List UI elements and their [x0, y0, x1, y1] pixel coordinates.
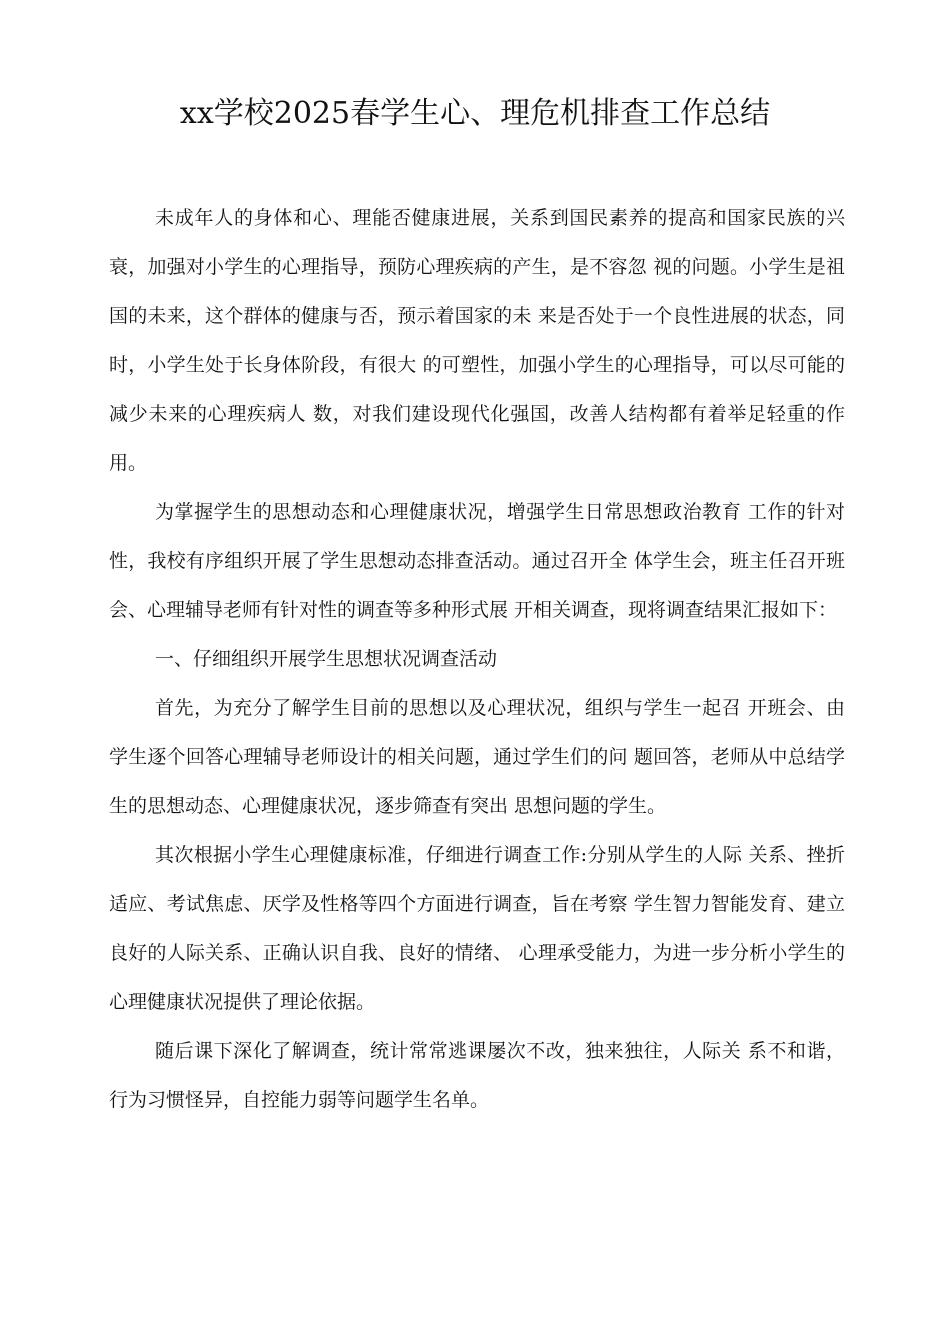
paragraph-intro: 未成年人的身体和心、理能否健康进展，关系到国民素养的提高和国家民族的兴衰，加强对小学生的心理指导，预防心理疾病的产生，是不容忽 视的问题。小学生是祖国的未来，这个群体的健康与否，预示着国家的未 来是否处于一个良性进展的状态，同时，小学生处于长身体阶段，有很大 的可塑性，加强小学生的心理指导，可以尽可能的减少未来的心理疾病人 数，对我们建设现代化强国，改善人结构都有着举足轻重的作用。	[109, 207, 845, 474]
paragraph-first-step: 首先，为充分了解学生目前的思想以及心理状况，组织与学生一起召 开班会、由学生逐个回答心理辅导老师设计的相关问题，通过学生们的问 题回答，老师从中总结学生的思想动态、心理健康状况，逐步筛查有突出 思想问题的学生。	[109, 697, 845, 817]
document-title: xx学校2025春学生心、理危机排查工作总结	[179, 96, 771, 131]
document-body	[109, 194, 845, 1125]
paragraph-second-step: 其次根据小学生心理健康标准，仔细进行调查工作:分别从学生的人际 关系、挫折适应、考试焦虑、厌学及性格等四个方面进行调查，旨在考察 学生智力智能发育、建立良好的人际关系、正确认识自我、良好的情绪、 心理承受能力，为进一步分析小学生的心理健康状况提供了理论依据。	[109, 844, 845, 1013]
paragraph-follow-up: 随后课下深化了解调查，统计常常逃课屡次不改，独来独往，人际关 系不和谐，行为习惯怪异，自控能力弱等问题学生名单。	[109, 1040, 845, 1111]
section-heading-1: 一、仔细组织开展学生思想状况调查活动	[155, 648, 498, 670]
paragraph-purpose: 为掌握学生的思想动态和心理健康状况，增强学生日常思想政治教育 工作的针对性，我校有序组织开展了学生思想动态排查活动。通过召开全 体学生会，班主任召开班会、心理辅导老师有针对性的调查等多种形式展 开相关调查，现将调查结果汇报如下：	[109, 501, 845, 621]
